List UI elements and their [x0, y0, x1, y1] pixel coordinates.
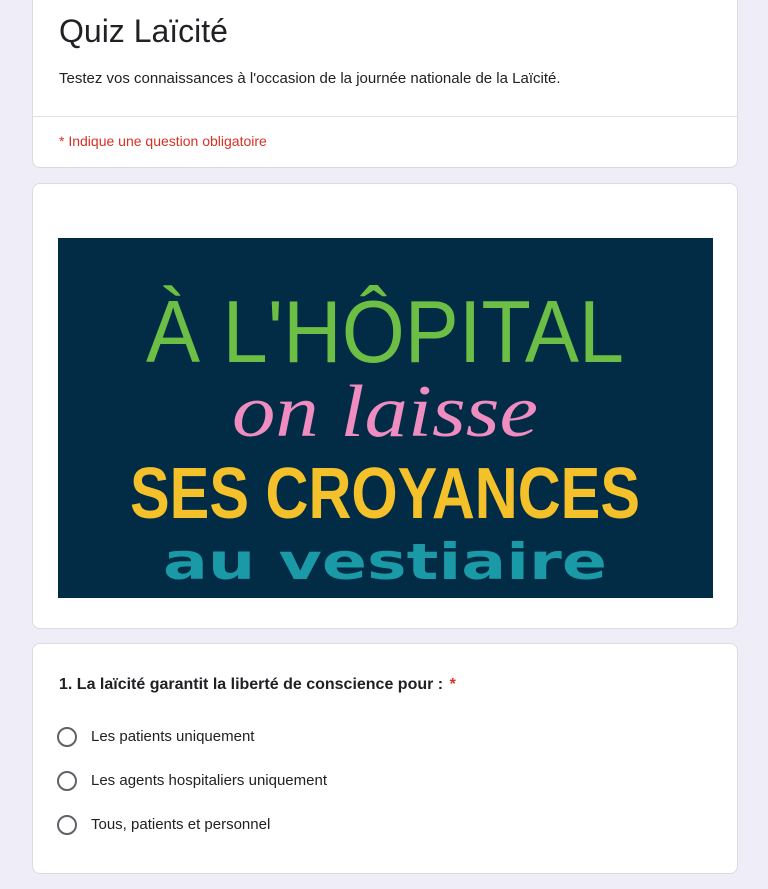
option-label: Tous, patients et personnel: [91, 816, 271, 833]
banner-card: [32, 183, 738, 629]
option-agents-only[interactable]: [57, 766, 327, 796]
option-label: Les agents hospitaliers uniquement: [91, 772, 327, 789]
banner-line-3: SES CROYANCES: [130, 454, 640, 534]
question-title: [59, 674, 456, 696]
banner-image: [58, 238, 713, 598]
required-asterisk: *: [449, 676, 456, 693]
form-header-card: [32, 0, 738, 168]
radio-button[interactable]: [57, 771, 77, 791]
banner-line-2: on laisse: [232, 371, 538, 453]
form-title: Quiz Laïcité: [59, 13, 228, 49]
required-note: * Indique une question obligatoire: [59, 133, 267, 149]
question-card: [32, 643, 738, 874]
banner-line-1: À L'HÔPITAL: [146, 282, 624, 381]
radio-button[interactable]: [57, 815, 77, 835]
radio-button[interactable]: [57, 727, 77, 747]
question-text: 1. La laïcité garantit la liberté de conscience pour :: [59, 676, 444, 693]
form-description: Testez vos connaissances à l'occasion de la journée nationale de la Laïcité.: [59, 70, 561, 87]
option-label: Les patients uniquement: [91, 728, 255, 745]
option-patients-only[interactable]: [57, 722, 254, 752]
banner-line-4: au vestiaire: [163, 533, 607, 591]
option-everyone[interactable]: [57, 810, 270, 840]
header-divider: [33, 116, 737, 117]
